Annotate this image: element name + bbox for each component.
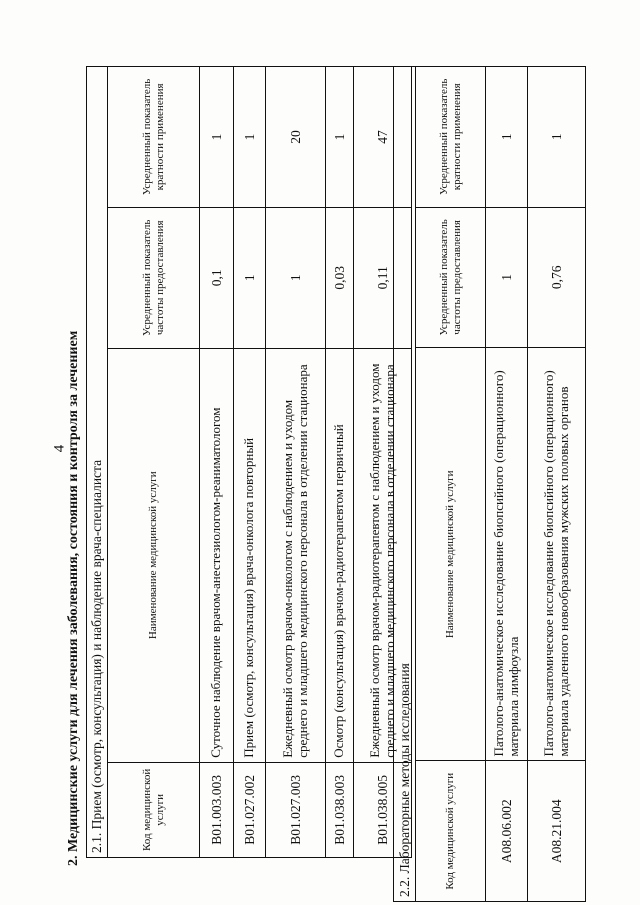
table-row — [528, 67, 586, 902]
services-table-laboratory — [393, 66, 586, 902]
service-code: B01.038.003 — [326, 762, 354, 857]
frequency-value: 0,76 — [528, 207, 586, 348]
service-name: Осмотр (консультация) врачом-радиотерапевтом первичный — [326, 348, 354, 762]
frequency-value: 0,1 — [200, 207, 234, 348]
multiplicity-value: 1 — [486, 67, 528, 208]
multiplicity-value: 1 — [528, 67, 586, 208]
frequency-value: 1 — [266, 207, 326, 348]
multiplicity-value: 1 — [326, 67, 354, 208]
services-table-consultations — [86, 66, 412, 858]
table-row — [266, 67, 326, 858]
table-row — [486, 67, 528, 902]
header-frequency: Усредненный показатель частоты предоставления — [416, 207, 486, 348]
header-name: Наименование медицинской услуги — [108, 348, 200, 762]
multiplicity-value: 1 — [234, 67, 266, 208]
service-name: Прием (осмотр, консультация) врача-онколога повторный — [234, 348, 266, 762]
service-code: B01.027.002 — [234, 762, 266, 857]
frequency-value: 1 — [234, 207, 266, 348]
multiplicity-value: 20 — [266, 67, 326, 208]
service-code: B01.038.005 — [354, 762, 412, 857]
header-multiplicity: Усредненный показатель кратности применения — [416, 67, 486, 208]
service-name: Ежедневный осмотр врачом-онкологом с наблюдением и уходом среднего и младшего медицинского персонала в отделении стационара — [266, 348, 326, 762]
header-code: Код медицинской услуги — [108, 762, 200, 857]
service-code: A08.06.002 — [486, 761, 528, 902]
table-subtitle: 2.1. Прием (осмотр, консультация) и наблюдение врача-специалиста — [87, 67, 108, 858]
header-name: Наименование медицинской услуги — [416, 348, 486, 761]
service-name: Патолого-анатомическое исследование биопсийного (операционного) материала удаленного новообразования мужских половых органов — [528, 348, 586, 761]
table-row — [200, 67, 234, 858]
table-row — [234, 67, 266, 858]
header-multiplicity: Усредненный показатель кратности применения — [108, 67, 200, 208]
service-code: A08.21.004 — [528, 761, 586, 902]
frequency-value: 0,11 — [354, 207, 412, 348]
multiplicity-value: 1 — [200, 67, 234, 208]
service-name: Суточное наблюдение врачом-анестезиологом-реаниматологом — [200, 348, 234, 762]
frequency-value: 1 — [486, 207, 528, 348]
frequency-value: 0,03 — [326, 207, 354, 348]
header-code: Код медицинской услуги — [416, 761, 486, 902]
service-name: Патолого-анатомическое исследование биопсийного (операционного) материала лимфоузла — [486, 348, 528, 761]
page-number: 4 — [51, 444, 68, 453]
service-code: B01.003.003 — [200, 762, 234, 857]
multiplicity-value: 47 — [354, 67, 412, 208]
header-frequency: Усредненный показатель частоты предоставления — [108, 207, 200, 348]
service-name: Ежедневный осмотр врачом-радиотерапевтом с наблюдением и уходом среднего и младшего медицинского персонала в отделении стационара — [354, 348, 412, 762]
section-title: 2. Медицинские услуги для лечения заболевания, состояния и контроля за лечением — [66, 330, 81, 866]
table-subtitle: 2.2. Лабораторные методы исследования — [394, 67, 416, 902]
table-row — [326, 67, 354, 858]
service-code: B01.027.003 — [266, 762, 326, 857]
